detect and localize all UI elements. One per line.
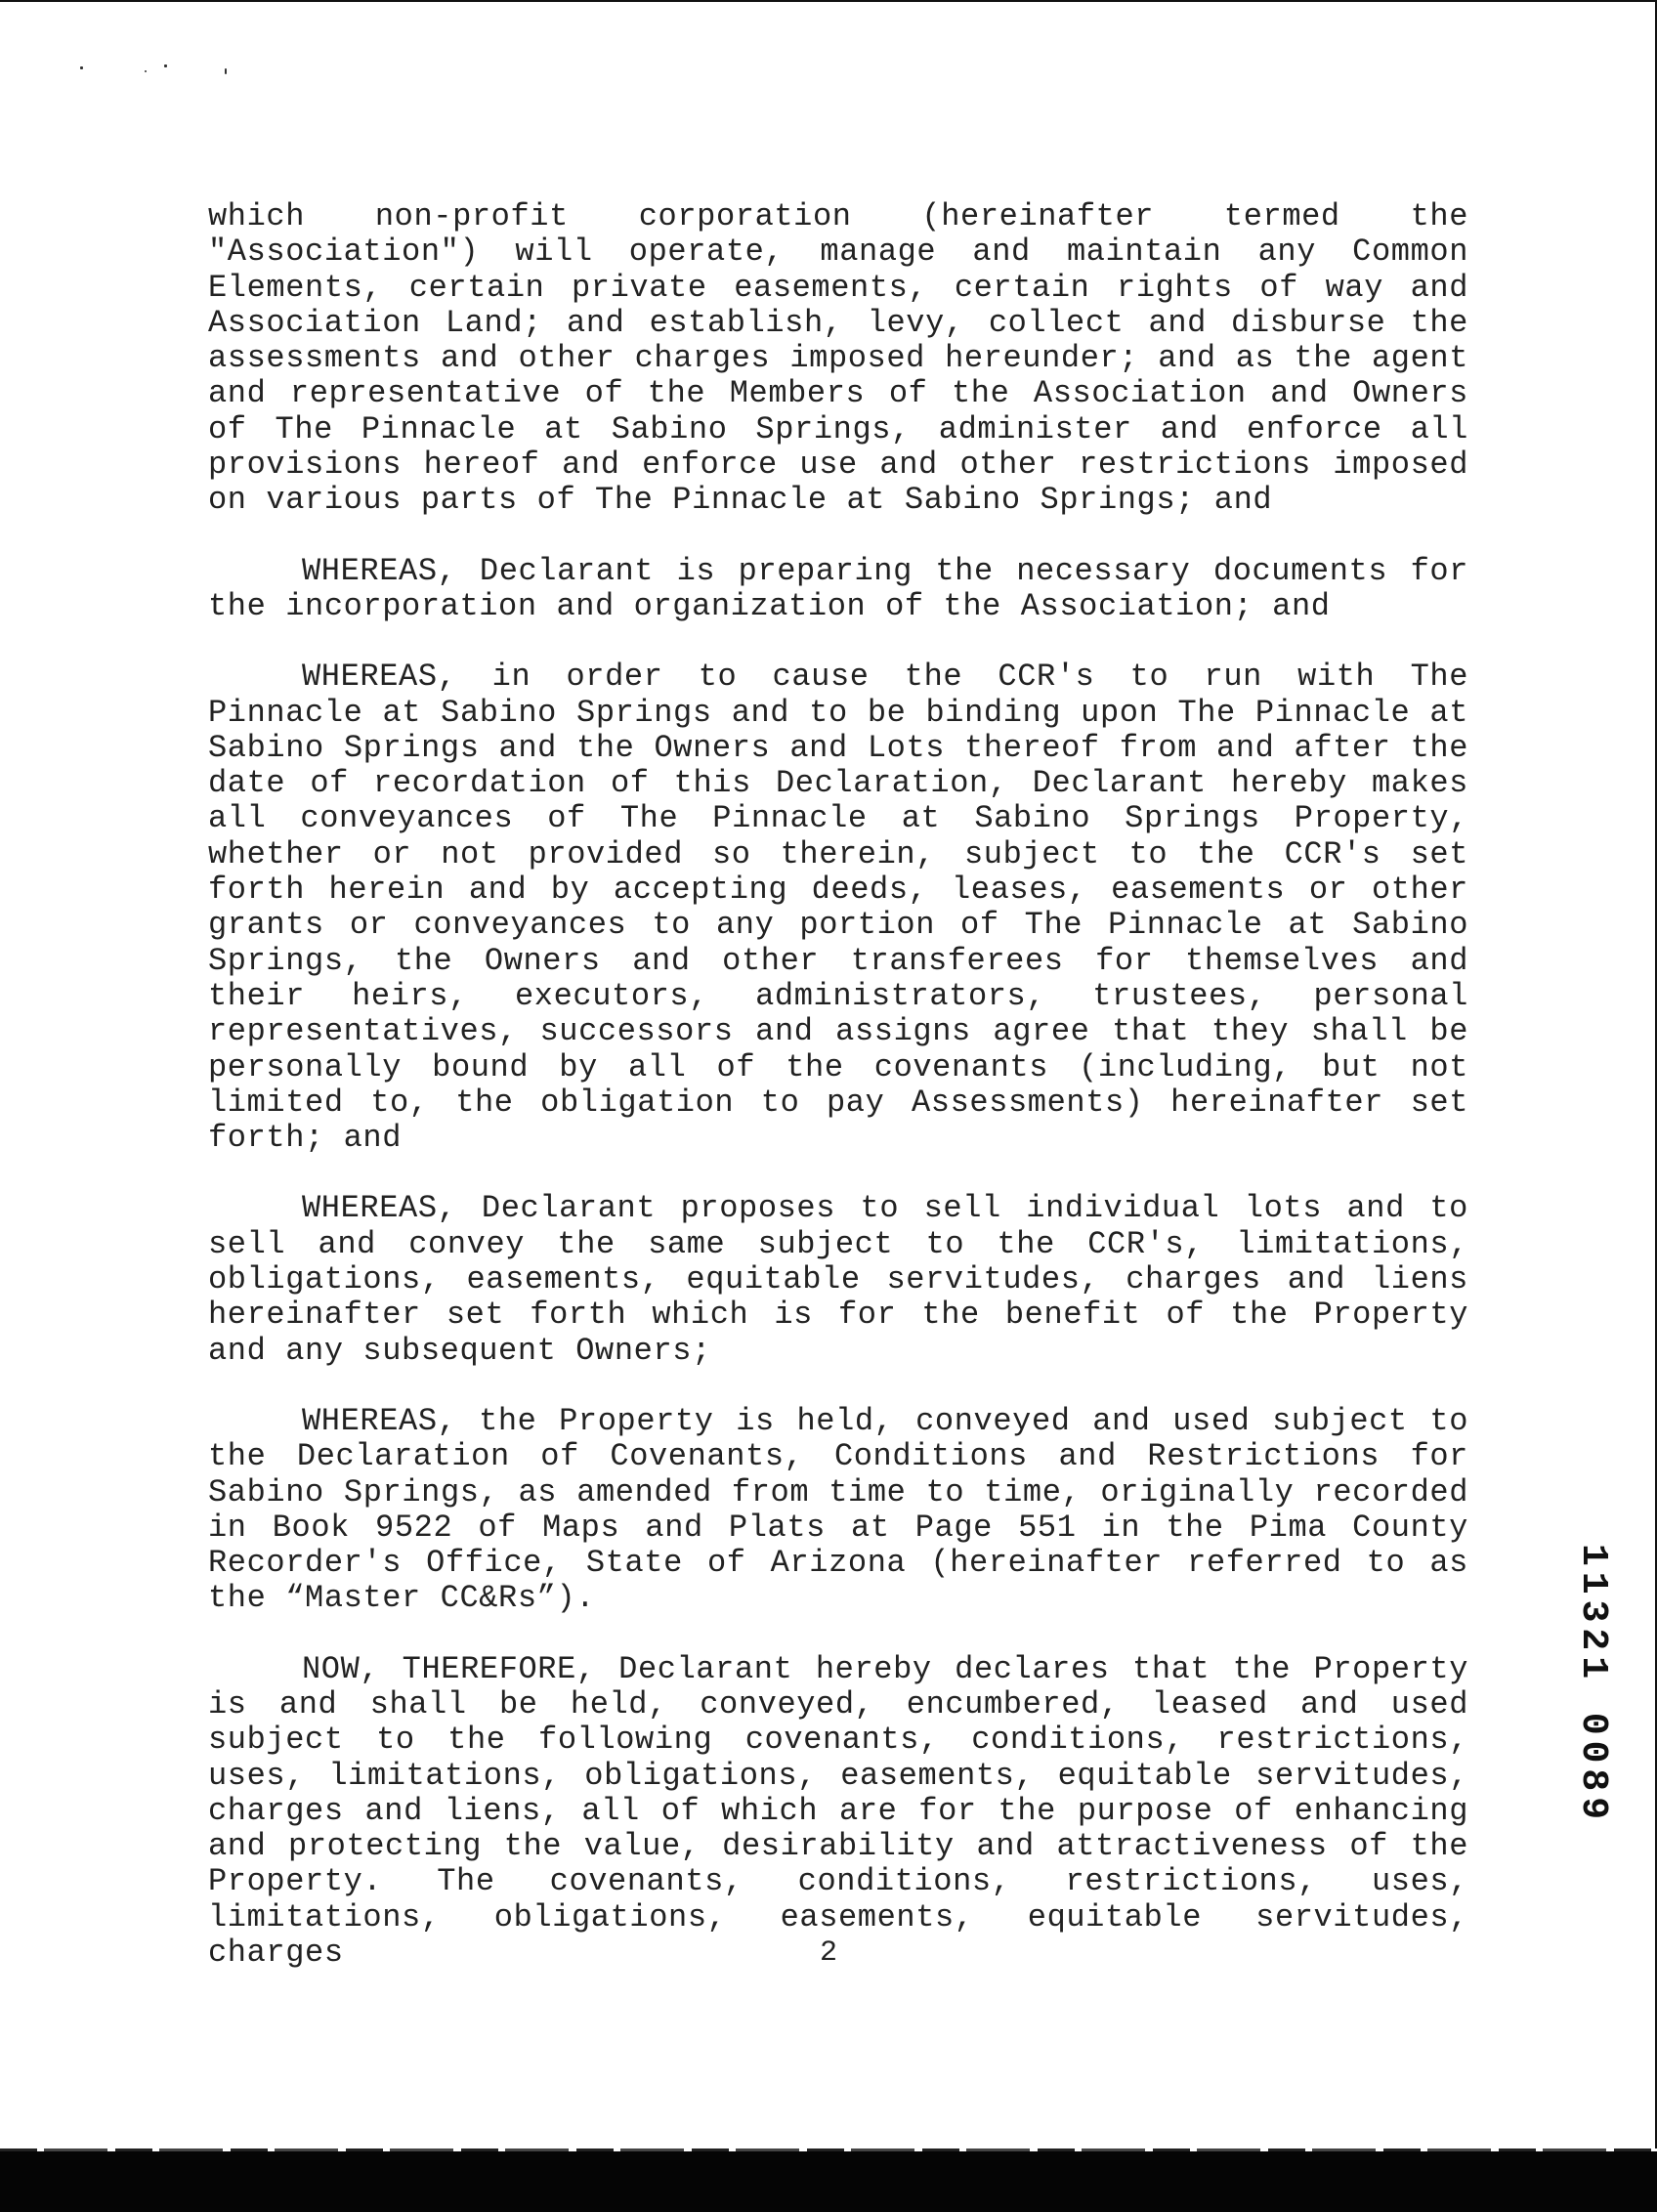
paragraph-whereas-sell-lots: WHEREAS, Declarant proposes to sell individual lots and to sell and convey the same subject to the CCR's, limitations, obligations, easements, equitable servitudes, charges and liens hereinafter set forth which is for the benefit of the Property and any subsequent Owners;	[208, 1190, 1468, 1369]
speck	[80, 66, 83, 69]
speck	[145, 70, 147, 72]
paragraph-whereas-ccrs: WHEREAS, in order to cause the CCR's to run with The Pinnacle at Sabino Springs and to be binding upon The Pinnacle at Sabino Springs and the Owners and Lots thereof from and after the date of recordation of this Declaration, Declarant hereby makes all conveyances of The Pinnacle at Sabino Springs Property, whether or not provided so therein, subject to the CCR's set forth herein and by accepting deeds, leases, easements or other grants or conveyances to any portion of The Pinnacle at Sabino Springs, the Owners and other transferees for themselves and their heirs, executors, administrators, trustees, personal representatives, successors and assigns agree that they shall be personally bound by all of the covenants (including, but not limited to, the obligation to pay Assessments) hereinafter set forth; and	[208, 659, 1468, 1157]
page-number: 2	[819, 1936, 837, 1970]
recording-stamp	[1571, 1544, 1614, 1954]
scan-bottom-border	[0, 2151, 1657, 2212]
speck	[225, 68, 227, 74]
paragraph-whereas-master-ccrs: WHEREAS, the Property is held, conveyed and used subject to the Declaration of Covenants, Conditions and Restrictions for Sabino Springs, as amended from time to time, originally recorded in Book 9522 of Maps and Plats at Page 551 in the Pima County Recorder's Office, State of Arizona (hereinafter referred to as the “Master CC&Rs”).	[208, 1402, 1468, 1617]
paragraph-association: which non-profit corporation (hereinafter termed the "Association") will operate, manage and maintain any Common Elements, certain private easements, certain rights of way and Association Land; and establish, levy, collect and disburse the assessments and other charges imposed hereunder; and as the agent and representative of the Members of the Association and Owners of The Pinnacle at Sabino Springs, administer and enforce all provisions hereof and enforce use and other restrictions imposed on various parts of The Pinnacle at Sabino Springs; and	[208, 198, 1468, 519]
recording-stamp-text: 11321 0089	[1572, 1544, 1614, 1826]
paragraph-whereas-incorporation: WHEREAS, Declarant is preparing the necessary documents for the incorporation and organization of the Association; and	[208, 552, 1468, 624]
paragraph-now-therefore: NOW, THEREFORE, Declarant hereby declares that the Property is and shall be held, conveyed, encumbered, leased and used subject to the following covenants, conditions, restrictions, uses, limitations, obligations, easements, equitable servitudes, charges and liens, all of which are for the purpose of enhancing and protecting the value, desirability and attractiveness of the Property. The covenants, conditions, restrictions, uses, limitations, obligations, easements, equitable servitudes, charges	[208, 1650, 1468, 1972]
scan-specks	[80, 63, 236, 78]
document-body	[208, 199, 1468, 2006]
speck	[164, 64, 167, 67]
